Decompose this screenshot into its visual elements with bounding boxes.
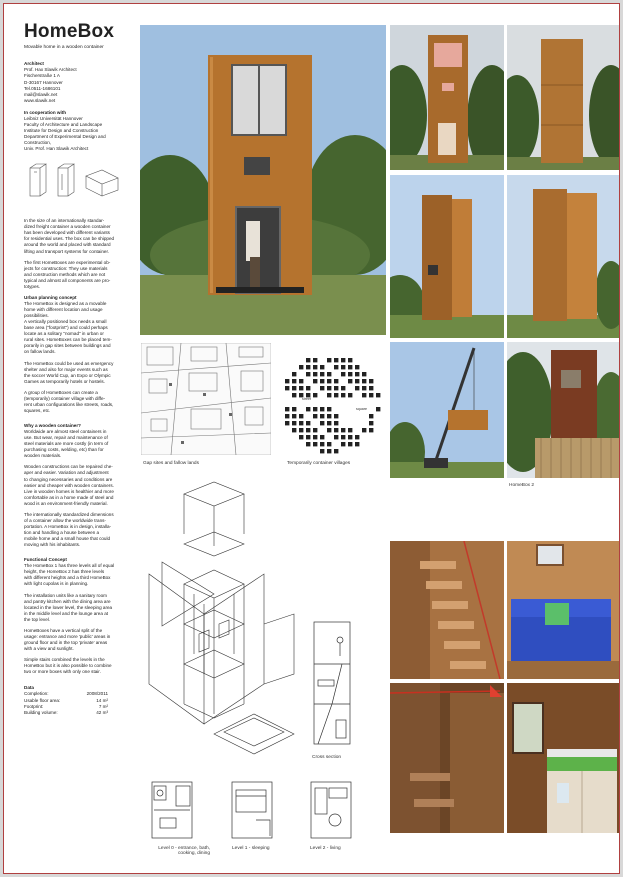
container-dot	[292, 428, 296, 432]
container-dot	[292, 407, 296, 411]
data-value: 7 m²	[98, 703, 108, 709]
container-dot	[341, 393, 345, 397]
photo-interior-ladder	[390, 683, 504, 833]
container-dot	[369, 386, 373, 390]
container-dot	[306, 365, 310, 369]
container-dot	[313, 372, 317, 376]
floor-plan-level-2	[309, 780, 353, 840]
architect-block	[24, 61, 142, 103]
container-dot	[327, 372, 331, 376]
data-value: 2008/2011	[86, 691, 108, 697]
container-dot	[327, 428, 331, 432]
container-dot	[327, 407, 331, 411]
architect-heading: Architect	[24, 61, 44, 67]
photo-interior-kitchen	[507, 683, 619, 833]
exploded-axonometric-drawing	[144, 474, 304, 764]
container-dot	[341, 442, 345, 446]
container-dot	[376, 407, 380, 411]
container-dot	[369, 421, 373, 425]
container-dot	[348, 435, 352, 439]
container-dot	[348, 358, 352, 362]
gap-sites-map	[141, 343, 271, 455]
container-dot	[341, 365, 345, 369]
container-dot	[299, 435, 303, 439]
container-dot	[292, 386, 296, 390]
container-dot	[327, 449, 331, 453]
container-dot	[299, 421, 303, 425]
container-dot	[313, 442, 317, 446]
functional-text-3: HomeBoxes have a vertical split of the usage: entrance and more 'public' areas in ground floor and in the top 'private' areas with a view and sunlight.	[24, 627, 111, 652]
container-dot	[285, 407, 289, 411]
container-dot	[334, 393, 338, 397]
urban-heading: Urban planning concept	[24, 294, 77, 300]
container-dot	[306, 442, 310, 446]
container-dot	[355, 442, 359, 446]
container-dot	[299, 386, 303, 390]
container-dot	[306, 372, 310, 376]
data-table	[24, 691, 134, 716]
container-dot	[299, 365, 303, 369]
photo-crane-lifting	[390, 342, 504, 478]
container-dot	[334, 386, 338, 390]
functional-text-1: The HomeBox 1 has three levels all of equal height, the HomeBox 2 has three levels with different heights and a third HomeBox with light cupolas is in planning.	[24, 563, 115, 587]
cooperation-block	[24, 110, 142, 152]
container-dot	[292, 421, 296, 425]
photo-interior-stairs	[390, 541, 504, 679]
container-dot	[362, 393, 366, 397]
container-dot	[362, 428, 366, 432]
container-dot	[341, 372, 345, 376]
floor-plan-level-1	[230, 780, 274, 840]
container-dot	[313, 414, 317, 418]
container-dot	[362, 379, 366, 383]
container-dot	[320, 442, 324, 446]
container-dot	[292, 372, 296, 376]
container-dot	[348, 442, 352, 446]
container-dot	[285, 379, 289, 383]
container-dot	[285, 414, 289, 418]
photo-night-view	[390, 25, 504, 170]
data-label: Completion:	[24, 691, 49, 697]
poster-page	[3, 3, 620, 874]
page-subtitle: Movable home in a wooden container	[24, 45, 104, 50]
caption-level-0: Level 0 - entrance, bath, cooking, dining	[158, 846, 210, 856]
container-dot	[334, 449, 338, 453]
container-dot	[369, 428, 373, 432]
container-dot	[369, 379, 373, 383]
container-dot	[306, 428, 310, 432]
container-dot	[369, 414, 373, 418]
container-dot	[355, 379, 359, 383]
photo-back-view	[507, 25, 619, 170]
container-dot	[320, 421, 324, 425]
container-dot	[334, 414, 338, 418]
container-dot	[320, 435, 324, 439]
container-dot	[320, 449, 324, 453]
container-dot	[313, 407, 317, 411]
container-dot	[334, 365, 338, 369]
cross-section-drawing	[312, 620, 352, 746]
container-dot	[320, 379, 324, 383]
text-column	[24, 22, 142, 716]
container-dot	[362, 386, 366, 390]
container-dot	[306, 421, 310, 425]
caption-gap-sites: Gap sites and fallow lands	[143, 461, 199, 466]
container-dot	[341, 435, 345, 439]
container-dot	[334, 428, 338, 432]
container-dot	[362, 372, 366, 376]
main-photo-homebox	[140, 25, 386, 335]
container-dot	[341, 428, 345, 432]
plan-label-street: street	[302, 397, 311, 401]
first-homeboxes-text: The first HomeBoxes are experimental ob- jects for construction: They use materials and construction methods which are not typical and almost all components are pro- totypes.	[24, 259, 111, 289]
container-dot	[313, 358, 317, 362]
container-dot	[313, 428, 317, 432]
caption-level-1: Level 1 - sleeping	[232, 846, 270, 851]
container-dot	[334, 358, 338, 362]
container-dot	[327, 386, 331, 390]
container-dot	[327, 358, 331, 362]
container-dot	[327, 414, 331, 418]
urban-text-3: A group of HomeBoxes can create a (temporarily) container village with diffe- rent urban configurations like streets, roads, squares, etc.	[24, 389, 114, 413]
container-dot	[348, 379, 352, 383]
container-dot	[355, 365, 359, 369]
container-dot	[348, 365, 352, 369]
container-dot	[292, 379, 296, 383]
container-dot	[313, 435, 317, 439]
functional-text-2: The installation units like a sanitary room and pantry kitchen with the dining area are located in the lower level, the sleeping area in the middle level and the lounge area at the top level.	[24, 592, 113, 622]
container-dot	[299, 428, 303, 432]
container-dot	[355, 386, 359, 390]
container-dot	[334, 421, 338, 425]
data-label: Usable floor area:	[24, 697, 61, 703]
container-dot	[348, 428, 352, 432]
photo-side-view	[390, 175, 504, 338]
caption-cross-section: Cross section	[312, 755, 342, 760]
urban-text-2: The HomeBox could be used as emergency shelter and also for major events such as the soccer World Cup, an Expo or Olympic Games as temporarily hotels or hostels.	[24, 360, 114, 384]
wooden-text-1: Worldwide are almost steel containers in use. But wear, repair and maintenance of steel materials are more costly (in term of purchasing costs, welding, etc) than for wooden materials.	[24, 429, 109, 459]
data-value: 14 m²	[96, 697, 108, 703]
container-dot	[306, 386, 310, 390]
caption-homebox-2: HomeBox 2	[509, 483, 535, 488]
data-value: 42 m³	[96, 709, 108, 715]
container-dot	[320, 386, 324, 390]
intro-text: In the size of an internationally standar- dized freight container a wooden container has been developed with different variants for residential uses. The box can be shipped around the world and placed with standard lifting and transport systems for container.	[24, 218, 115, 254]
wooden-text-3: The internationally standardized dimensions of a container allow the worldwide trans- portation. A HomeBox is in design, installa- tion and handling a house between a mobile home and a small house that could moving with his inhabitants.	[24, 511, 114, 548]
container-dot	[327, 442, 331, 446]
caption-level-2: Level 2 - living	[310, 846, 341, 851]
container-dot	[299, 414, 303, 418]
container-dot	[376, 393, 380, 397]
data-label: Building volume:	[24, 709, 58, 715]
container-dot	[285, 421, 289, 425]
cooperation-lines: Leibniz Universität Hannover Faculty of Architecture and Landscape Institute for Design and Construction Department of Experimental Design and Construction, Univ. Prof. Han Slawik Architect	[24, 115, 106, 152]
container-dot	[292, 414, 296, 418]
container-dot	[306, 358, 310, 362]
container-dot	[327, 421, 331, 425]
photo-corner-view	[507, 175, 619, 338]
page-title: HomeBox	[24, 21, 115, 42]
container-dot	[306, 407, 310, 411]
container-dot	[355, 372, 359, 376]
container-village-plan	[274, 347, 382, 455]
container-dot	[320, 414, 324, 418]
photo-interior-sofa	[507, 541, 619, 679]
container-dot	[327, 379, 331, 383]
container-dot	[299, 379, 303, 383]
wooden-text-2: Wooden constructions can be repaired che- aper and easier. Variation and adjustment to changing necessaries and conditions are easier and cheaper with wooden containers. Live in wooden homes is healthier and more comfortable as in a home made of steel and wood is an environment-friendly material.	[24, 464, 114, 506]
urban-text-1: The HomeBox is designed as a movable home with different location and usage possibilities. A vertically positioned box needs a small base area ("footprint") and could perhaps locate as a solitary "nomad" in urban or rural sites. HomeBoxes can be placed tem- porarily in gap sites between buildings and on fallow lands.	[24, 300, 112, 355]
container-dot	[306, 435, 310, 439]
axonometric-sketch	[24, 162, 142, 206]
container-dot	[334, 379, 338, 383]
table-row	[24, 710, 134, 716]
container-dot	[292, 393, 296, 397]
container-dot	[320, 365, 324, 369]
caption-villages: Temporarily container villages	[287, 461, 351, 466]
functional-heading: Functional Concept	[24, 557, 67, 563]
data-label: Footprint:	[24, 703, 44, 709]
container-dot	[341, 358, 345, 362]
container-dot	[320, 407, 324, 411]
functional-text-4: Simple stairs combined the levels in the HomeBox but it is also possible to combine two or more boxes with only one stair.	[24, 657, 112, 675]
container-dot	[285, 386, 289, 390]
container-dot	[313, 393, 317, 397]
data-heading: Data	[24, 685, 34, 691]
architect-lines: Prof. Hax Slawik Architect Fischerstraße 1 A D-30167 Hannover Tel.0511-1686101 mail@slawik.net www.slawik.net	[24, 67, 77, 103]
wooden-heading: Why a wooden container?	[24, 423, 81, 429]
container-dot	[334, 435, 338, 439]
photo-homebox-2	[507, 342, 619, 478]
container-dot	[369, 393, 373, 397]
container-dot	[327, 393, 331, 397]
container-dot	[320, 372, 324, 376]
container-dot	[355, 435, 359, 439]
container-dot	[313, 365, 317, 369]
cooperation-heading: In cooperation with	[24, 109, 67, 115]
floor-plan-level-0	[150, 780, 194, 840]
container-dot	[313, 379, 317, 383]
container-dot	[348, 372, 352, 376]
container-dot	[341, 386, 345, 390]
container-dot	[348, 393, 352, 397]
plan-label-square: square	[356, 407, 367, 411]
